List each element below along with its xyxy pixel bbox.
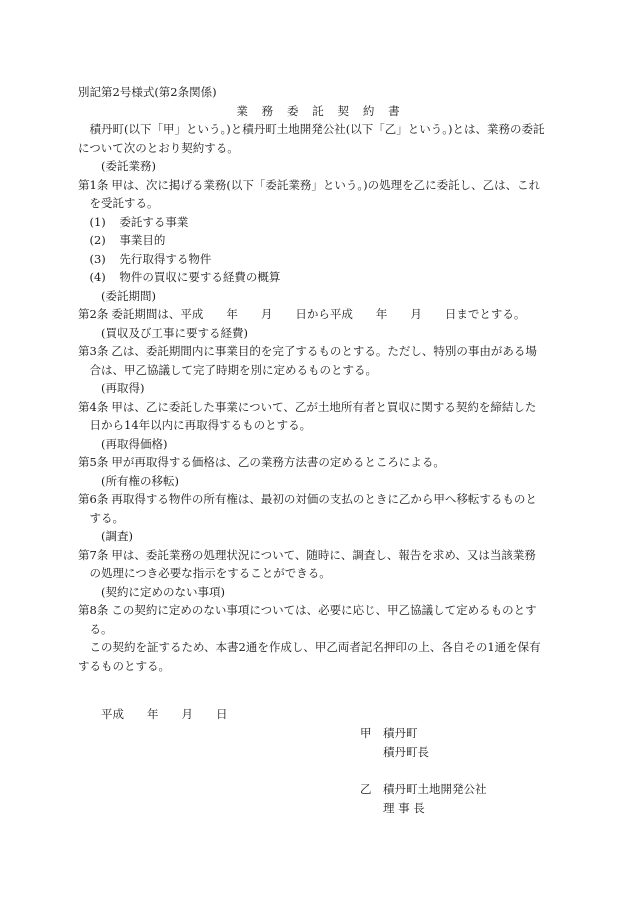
contract-document xyxy=(78,83,558,675)
item-number: (4) xyxy=(89,270,106,284)
article-7-line-2: の処理につき必要な指示をすることができる。 xyxy=(89,566,331,580)
preamble-line-2: について次のとおり契約する。 xyxy=(78,140,239,155)
article-6-line-1 xyxy=(78,490,558,509)
party-otsu-title: 理 事 長 xyxy=(383,800,425,815)
party-otsu xyxy=(360,780,487,817)
article-2-number: 第2条 xyxy=(78,307,109,321)
article-5-heading: (再取得価格) xyxy=(101,436,168,451)
item-text: 事業目的 xyxy=(119,233,166,247)
article-8-heading: (契約に定めのない事項) xyxy=(101,584,225,599)
closing-line-1: この契約を証するため、本書2通を作成し、甲乙両者記名押印の上、各自その1通を保有 xyxy=(89,640,541,654)
article-1-item-3 xyxy=(78,250,558,269)
article-8-line-2: る。 xyxy=(89,621,113,636)
item-number: (1) xyxy=(89,214,106,229)
article-7-text-1: 甲は、委託業務の処理状況について、随時に、調査し、報告を求め、又は当該業務 xyxy=(111,547,536,562)
article-4-heading: (再取得) xyxy=(101,381,145,395)
article-3-line-1 xyxy=(78,342,558,361)
article-4-line-2: 日から14年以内に再取得するものとする。 xyxy=(89,418,312,432)
article-5-line-1 xyxy=(78,453,558,472)
article-6-line-2: する。 xyxy=(89,510,124,525)
closing-line-2: するものとする。 xyxy=(78,658,170,673)
article-3-line-2: 合は、甲乙協議して完了時期を別に定めるものとする。 xyxy=(89,362,377,377)
item-number: (3) xyxy=(89,251,106,266)
article-5-number: 第5条 xyxy=(78,455,109,469)
article-7-line-1 xyxy=(78,546,558,565)
article-1-text-1: 甲は、次に掲げる業務(以下「委託業務」という。)の処理を乙に委託し、乙は、これ xyxy=(111,177,541,192)
article-4-text-1: 甲は、乙に委託した事業について、乙が土地所有者と買収に関する契約を締結した xyxy=(111,399,537,414)
article-8-line-1 xyxy=(78,601,558,620)
article-6-text-1: 再取得する物件の所有権は、最初の対価の支払のときに乙から甲へ移転するものと xyxy=(111,492,537,506)
party-kou-mark: 甲 xyxy=(360,726,372,740)
article-1-item-1 xyxy=(78,213,558,232)
preamble-line-1: 積丹町(以下「甲」という。)と積丹町土地開発公社(以下「乙」という。)とは、業務の委託 xyxy=(89,122,545,136)
article-7-heading: (調査) xyxy=(101,529,133,543)
article-1-item-2 xyxy=(78,231,558,250)
article-5-text-1: 甲が再取得する価格は、乙の業務方法書の定めるところによる。 xyxy=(111,455,445,469)
article-3-number: 第3条 xyxy=(78,344,109,358)
document-title: 業務委託契約書 xyxy=(236,103,414,118)
article-2-line-1 xyxy=(78,305,558,324)
article-8-text-1: この契約に定めのない事項については、必要に応じ、甲乙協議して定めるものとす xyxy=(111,603,537,617)
party-kou xyxy=(360,724,429,761)
item-text: 委託する事業 xyxy=(119,214,189,229)
form-label: 別記第2号様式(第2条関係) xyxy=(78,85,217,99)
item-text: 先行取得する物件 xyxy=(119,251,212,266)
item-text: 物件の買収に要する経費の概算 xyxy=(119,270,281,284)
article-6-heading: (所有権の移転) xyxy=(101,473,179,488)
article-3-heading: (買収及び工事に要する経費) xyxy=(101,325,248,340)
article-6-number: 第6条 xyxy=(78,492,109,506)
party-otsu-name: 積丹町土地開発公社 xyxy=(383,782,487,796)
contract-date: 平成 年 月 日 xyxy=(101,707,228,721)
party-kou-title: 積丹町長 xyxy=(383,744,429,759)
signature-area xyxy=(78,705,558,724)
party-otsu-mark: 乙 xyxy=(360,782,372,796)
article-3-text-1: 乙は、委託期間内に事業目的を完了するものとする。ただし、特別の事由がある場 xyxy=(111,344,537,358)
article-4-line-1 xyxy=(78,398,558,417)
item-number: (2) xyxy=(89,233,106,247)
article-1-heading: (委託業務) xyxy=(101,159,156,173)
article-2-heading: (委託期間) xyxy=(101,288,156,303)
party-kou-name: 積丹町 xyxy=(383,726,418,740)
article-1-item-4 xyxy=(78,268,558,287)
article-7-number: 第7条 xyxy=(78,547,109,562)
article-1-number: 第1条 xyxy=(78,177,109,192)
article-1-line-2: を受託する。 xyxy=(89,196,159,210)
article-8-number: 第8条 xyxy=(78,603,109,617)
article-4-number: 第4条 xyxy=(78,399,109,414)
article-1-line-1 xyxy=(78,176,558,195)
article-2-text-1: 委託期間は、平成 年 月 日から平成 年 月 日までとする。 xyxy=(111,307,526,321)
